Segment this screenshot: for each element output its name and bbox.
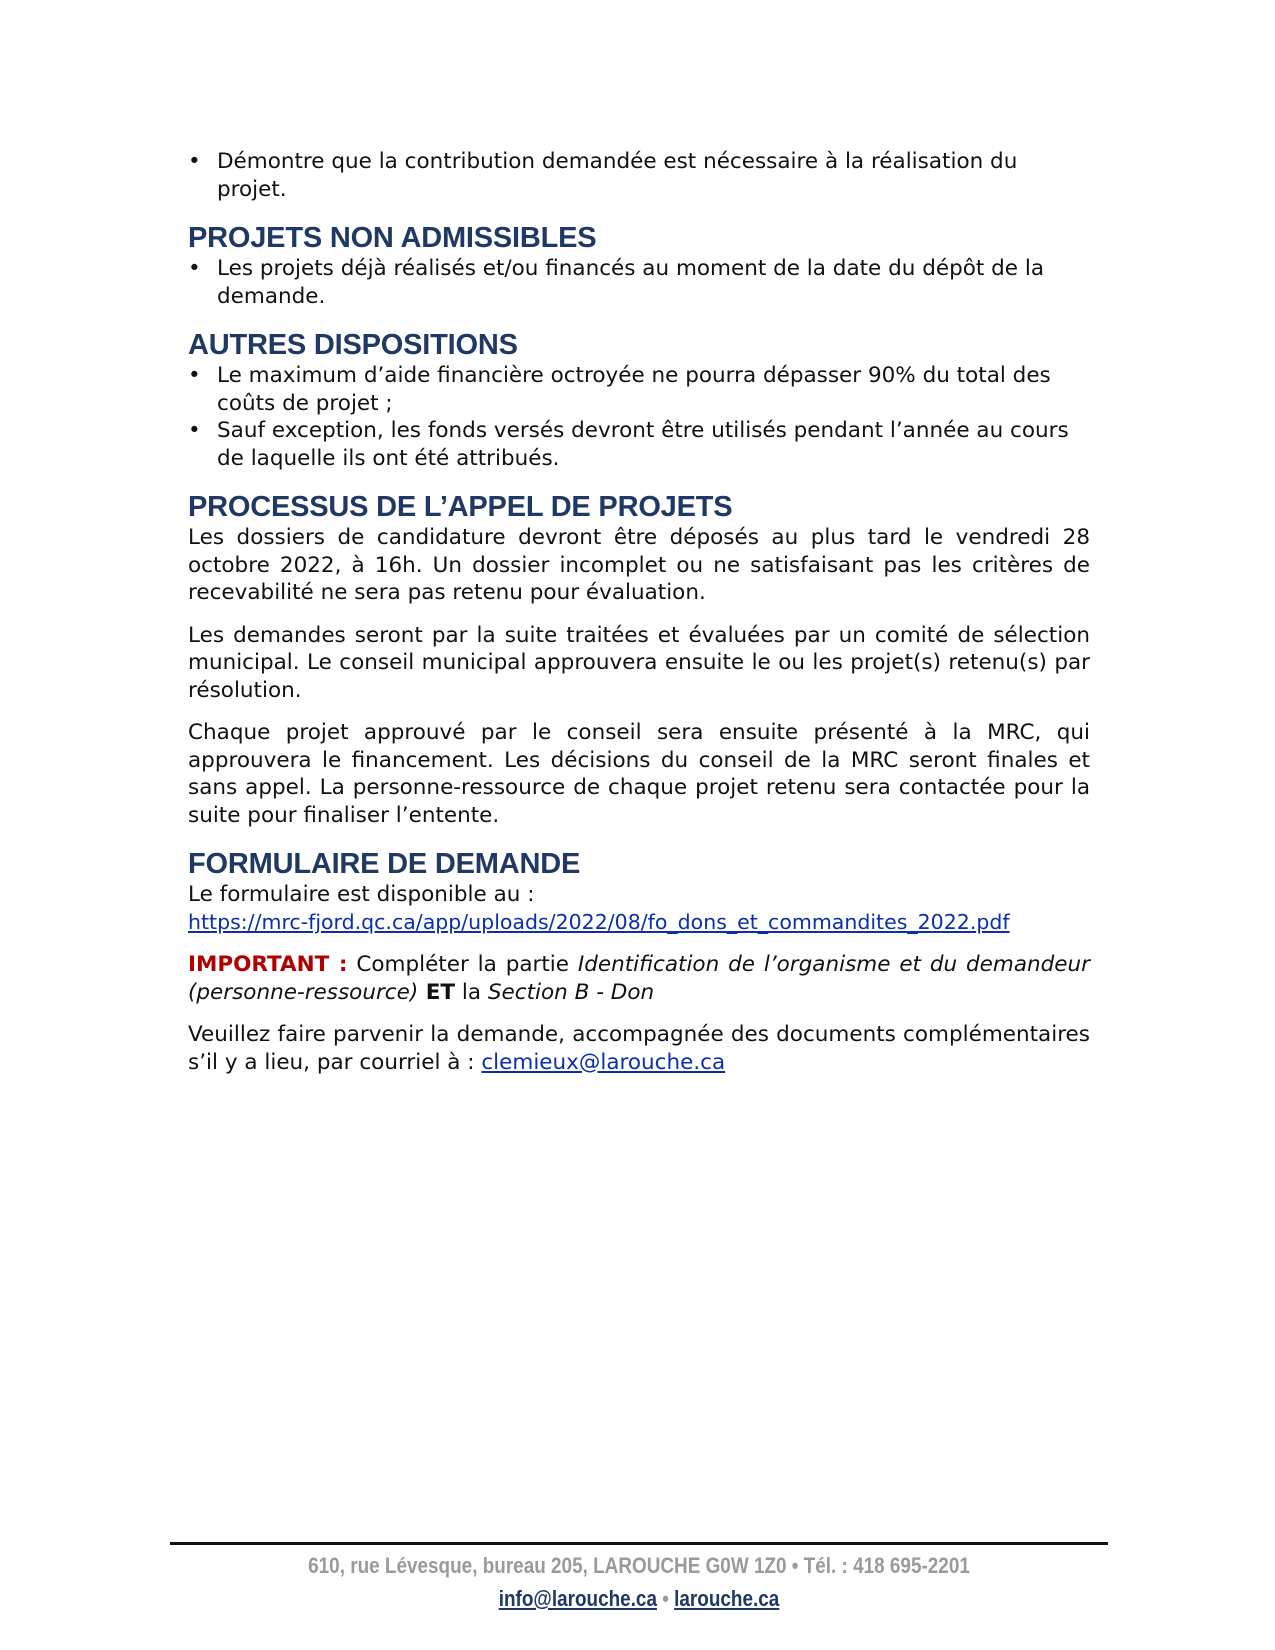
form-intro: Le formulaire est disponible au : bbox=[188, 882, 535, 907]
bullet-icon: • bbox=[188, 363, 201, 388]
intro-bullet-list bbox=[188, 148, 1090, 203]
footer-address: 610, rue Lévesque, bureau 205, LAROUCHE G0W 1Z0 • Tél. : 418 695-2201 bbox=[308, 1553, 970, 1578]
list-item: • Le maximum d’aide financière octroyée ne pourra dépasser 90% du total des coûts de projet ; bbox=[188, 363, 1051, 416]
section-title: AUTRES DISPOSITIONS bbox=[188, 329, 518, 361]
footer-divider bbox=[170, 1542, 1108, 1545]
list-item: • Démontre que la contribution demandée est nécessaire à la réalisation du projet. bbox=[188, 149, 1018, 202]
important-paragraph: IMPORTANT : Compléter la partie Identification de l’organisme et du demandeur (personne-ressource) ET la Section B - Don bbox=[188, 952, 1090, 1005]
page-content bbox=[188, 148, 1090, 1076]
section-title: FORMULAIRE DE DEMANDE bbox=[188, 848, 581, 880]
bullet-list bbox=[188, 255, 1090, 310]
send-paragraph: Veuillez faire parvenir la demande, accompagnée des documents complémentaires s’il y a lieu, par courriel à : clemieux@larouche.ca bbox=[188, 1022, 1090, 1075]
important-label: IMPORTANT : bbox=[188, 952, 348, 977]
section-title: PROJETS NON ADMISSIBLES bbox=[188, 222, 597, 254]
footer-website-link[interactable]: larouche.ca bbox=[674, 1586, 780, 1611]
section-non-admissibles bbox=[188, 221, 1090, 310]
bullet-icon: • bbox=[188, 256, 201, 281]
bullet-list bbox=[188, 362, 1090, 472]
section-title: PROCESSUS DE L’APPEL DE PROJETS bbox=[188, 491, 733, 523]
section-formulaire bbox=[188, 847, 1090, 1076]
bullet-icon: • bbox=[188, 149, 201, 174]
footer-email-link[interactable]: info@larouche.ca bbox=[498, 1586, 657, 1611]
paragraph: Chaque projet approuvé par le conseil sera ensuite présenté à la MRC, qui approuvera le financement. Les décisions du conseil de la MRC seront finales et sans appel. La personne-ressource de chaque projet retenu sera contactée pour la suite pour finaliser l’entente. bbox=[188, 720, 1090, 828]
list-item: • Les projets déjà réalisés et/ou financés au moment de la date du dépôt de la demande. bbox=[188, 256, 1045, 309]
form-url-link[interactable]: https://mrc-fjord.qc.ca/app/uploads/2022/08/fo_dons_et_commandites_2022.pdf bbox=[188, 909, 1010, 934]
paragraph: Les demandes seront par la suite traitées et évaluées par un comité de sélection municipal. Le conseil municipal approuvera ensuite le ou les projet(s) retenu(s) par résolution. bbox=[188, 622, 1090, 703]
section-processus bbox=[188, 490, 1090, 829]
paragraph: Les dossiers de candidature devront être déposés au plus tard le vendredi 28 octobre 2022, à 16h. Un dossier incomplet ou ne satisfaisant pas les critères de recevabilité ne sera pas retenu pour évaluation. bbox=[188, 525, 1090, 605]
paragraph bbox=[188, 881, 1090, 936]
section-autres-dispositions bbox=[188, 328, 1090, 472]
email-link[interactable]: clemieux@larouche.ca bbox=[481, 1049, 726, 1075]
list-item: • Sauf exception, les fonds versés devront être utilisés pendant l’année au cours de laquelle ils ont été attribués. bbox=[188, 418, 1069, 471]
bullet-icon: • bbox=[188, 418, 201, 443]
footer-links bbox=[236, 1586, 1043, 1612]
footer-separator: • bbox=[656, 1586, 675, 1611]
